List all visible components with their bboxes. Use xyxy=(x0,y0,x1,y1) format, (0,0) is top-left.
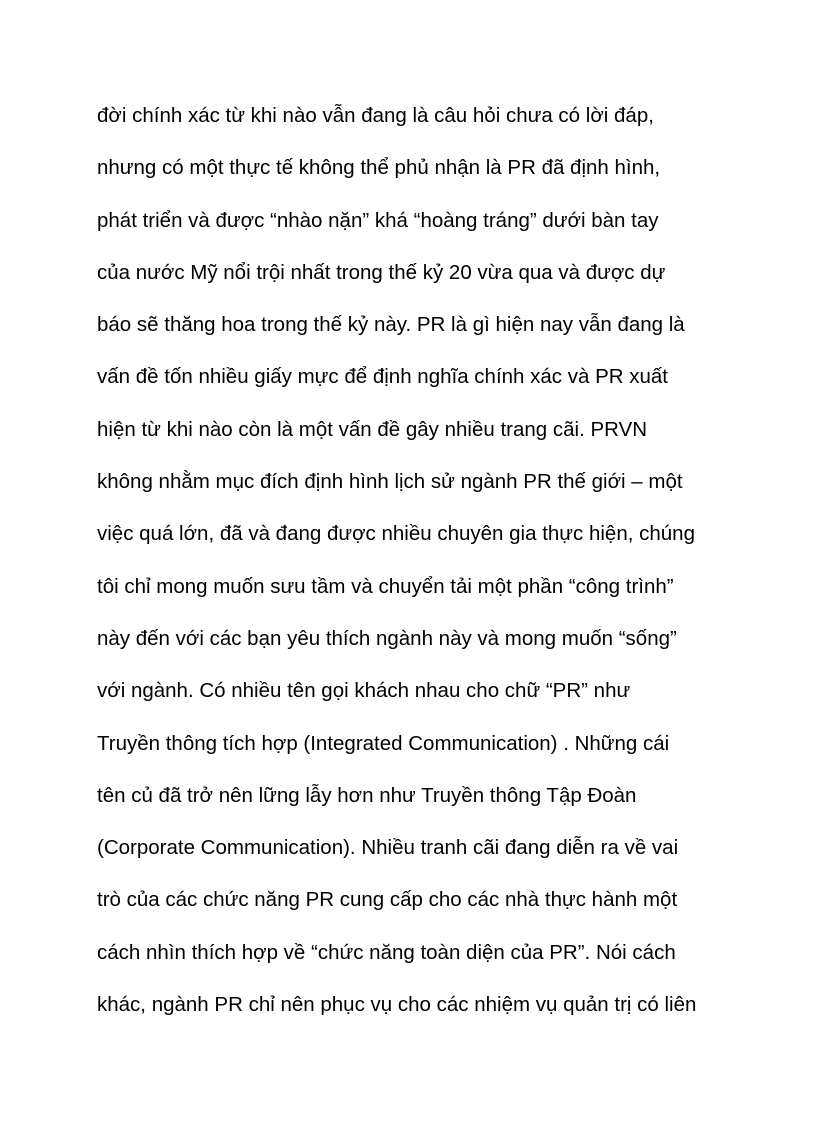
text-line-6: vấn đề tốn nhiều giấy mực để định nghĩa chính xác và PR xuất xyxy=(97,365,668,389)
text-line-11: này đến với các bạn yêu thích ngành này và mong muốn “sống” xyxy=(97,626,677,650)
text-line-12: với ngành. Có nhiều tên gọi khách nhau cho chữ “PR” như xyxy=(97,679,631,703)
text-line-14: tên củ đã trở nên lững lẫy hơn như Truyền thông Tập Đoàn xyxy=(97,783,637,807)
body-text xyxy=(97,98,737,1039)
text-line-8: không nhằm mục đích định hình lịch sử ngành PR thế giới – một xyxy=(97,470,683,494)
text-line-4: của nước Mỹ nổi trội nhất trong thế kỷ 20 vừa qua và được dự xyxy=(97,260,666,284)
text-line-2: nhưng có một thực tế không thể phủ nhận là PR đã định hình, xyxy=(97,156,661,180)
text-line-5: báo sẽ thăng hoa trong thế kỷ này. PR là gì hiện nay vẫn đang là xyxy=(97,313,685,337)
text-line-17: cách nhìn thích hợp về “chức năng toàn diện của PR”. Nói cách xyxy=(97,940,676,964)
text-line-7: hiện từ khi nào còn là một vấn đề gây nhiều trang cãi. PRVN xyxy=(97,417,648,441)
text-line-13: Truyền thông tích hợp (Integrated Communication) . Những cái xyxy=(97,731,670,755)
text-line-3: phát triển và được “nhào nặn” khá “hoàng tráng” dưới bàn tay xyxy=(97,208,659,232)
text-line-15: (Corporate Communication). Nhiều tranh cãi đang diễn ra về vai xyxy=(97,836,679,860)
text-line-9: việc quá lớn, đã và đang được nhiều chuyên gia thực hiện, chúng xyxy=(97,522,695,546)
text-line-10: tôi chỉ mong muốn sưu tầm và chuyển tải một phần “công trình” xyxy=(97,574,674,598)
text-line-18: khác, ngành PR chỉ nên phục vụ cho các nhiệm vụ quản trị có liên xyxy=(97,993,697,1017)
text-line-16: trò của các chức năng PR cung cấp cho các nhà thực hành một xyxy=(97,888,678,912)
text-line-1: đời chính xác từ khi nào vẫn đang là câu hỏi chưa có lời đáp, xyxy=(97,104,654,127)
